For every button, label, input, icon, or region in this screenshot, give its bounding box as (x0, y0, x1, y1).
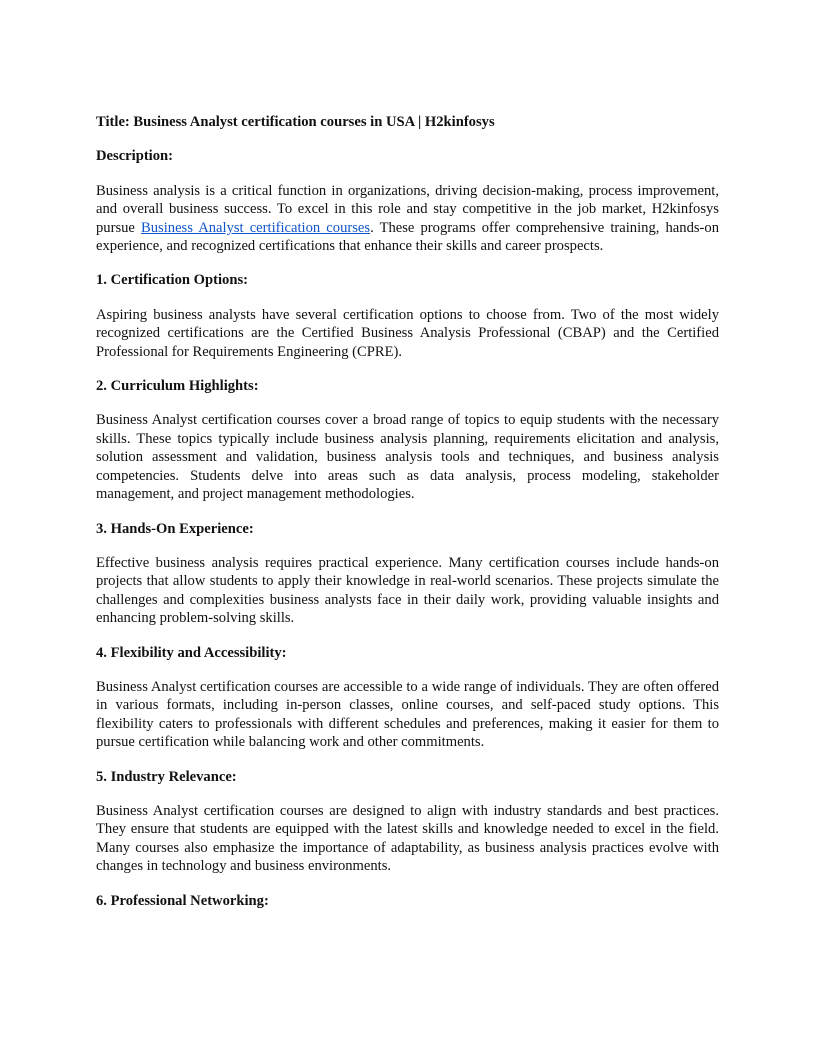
section-body-certification-options: Aspiring business analysts have several certification options to choose from. Two of the most widely recognized certifications are the Certified Business Analysis Professional (CBAP) and the Certified Professional for Requirements Engineering (CPRE). (96, 306, 719, 360)
section-body-industry-relevance: Business Analyst certification courses are designed to align with industry standards and best practices. They ensure that students are equipped with the latest skills and knowledge needed to excel in the field. Many courses also emphasize the importance of adaptability, as business analysis practices evolve with changes in technology and business environments. (96, 802, 719, 875)
intro-paragraph (96, 182, 719, 256)
intro-text-after-link: . These programs offer comprehensive training, hands-on experience, and recognized certifications that enhance their skills and career prospects. (96, 219, 719, 255)
document-page (96, 113, 719, 926)
section-body-curriculum-highlights: Business Analyst certification courses cover a broad range of topics to equip students with the necessary skills. These topics typically include business analysis planning, requirements elicitation and analysis, solution assessment and validation, business analysis tools and techniques, and business analysis competencies. Students delve into areas such as data analysis, process modeling, stakeholder management, and project management methodologies. (96, 412, 719, 503)
section-heading-professional-networking: 6. Professional Networking: (96, 892, 269, 909)
document-title: Title: Business Analyst certification courses in USA | H2kinfosys (96, 114, 495, 130)
section-heading-certification-options: 1. Certification Options: (96, 272, 249, 289)
intro-text-before-link: Business analysis is a critical function in organizations, driving decision-making, process improvement, and overall business success. To excel in this role and stay competitive in the job market, H2kinfosys pursue (96, 182, 719, 236)
section-heading-curriculum-highlights: 2. Curriculum Highlights: (96, 378, 259, 395)
section-body-hands-on-experience: Effective business analysis requires practical experience. Many certification courses include hands-on projects that allow students to apply their knowledge in real-world scenarios. These projects simulate the challenges and complexities business analysts face in their daily work, providing valuable insights and enhancing problem-solving skills. (96, 554, 719, 627)
section-heading-industry-relevance: 5. Industry Relevance: (96, 768, 237, 785)
section-heading-flexibility-accessibility: 4. Flexibility and Accessibility: (96, 644, 287, 661)
certification-courses-link[interactable]: Business Analyst certification courses (141, 219, 371, 236)
section-body-flexibility-accessibility: Business Analyst certification courses are accessible to a wide range of individuals. They are often offered in various formats, including in-person classes, online courses, and self-paced study options. This flexibility caters to professionals with different schedules and preferences, making it easier for them to pursue certification while balancing work and other commitments. (96, 678, 719, 751)
description-label: Description: (96, 148, 174, 165)
section-heading-hands-on-experience: 3. Hands-On Experience: (96, 520, 254, 537)
